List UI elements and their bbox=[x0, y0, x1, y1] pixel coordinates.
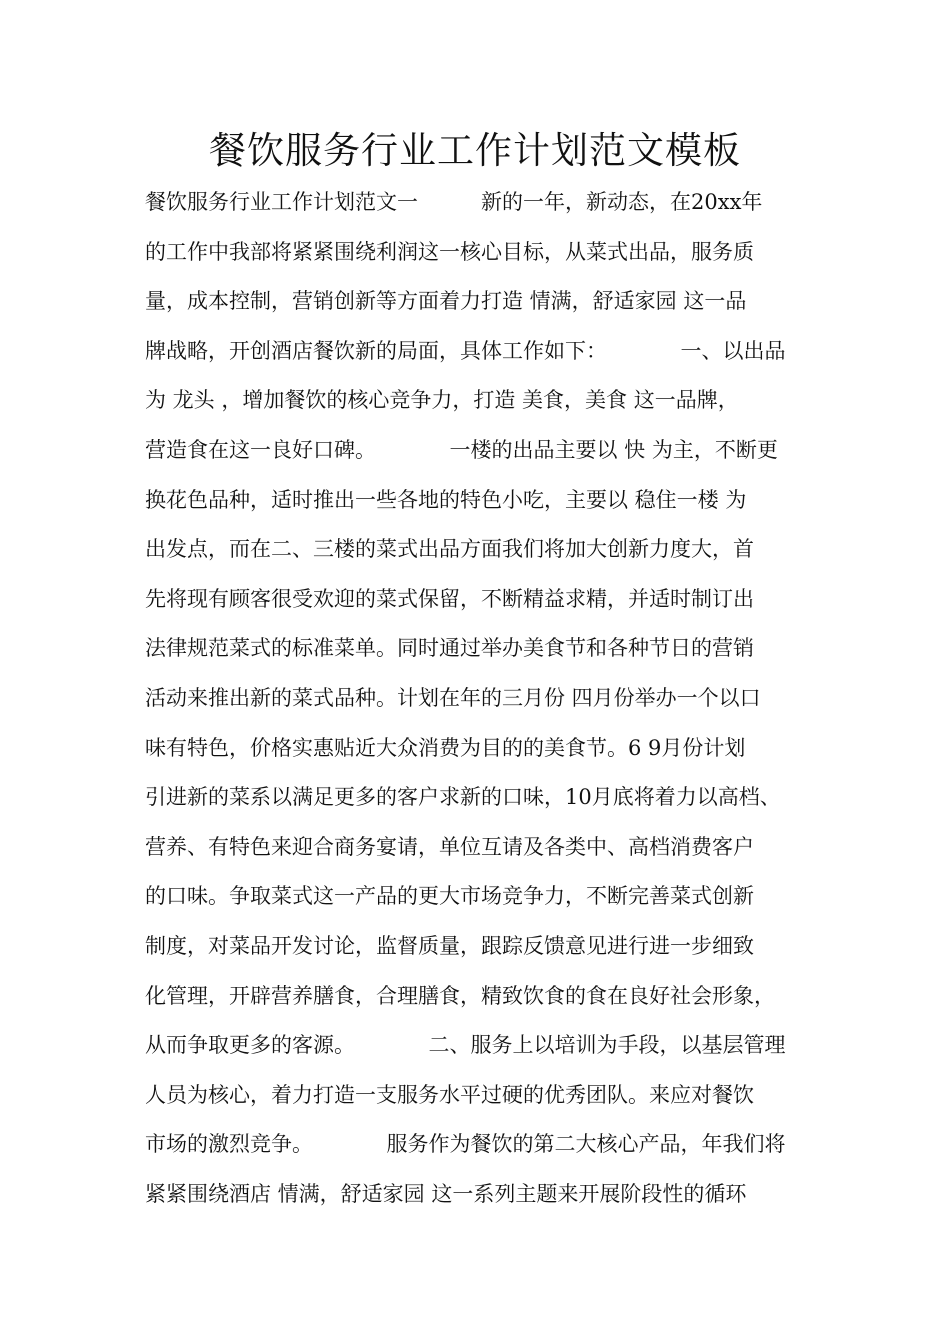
body-line: 化管理，开辟营养膳食，合理膳食，精致饮食的食在良好社会形象， bbox=[145, 983, 775, 1008]
body-line: 出发点，而在二、三楼的菜式出品方面我们将加大创新力度大，首 bbox=[145, 537, 754, 562]
document-title: 餐饮服务行业工作计划范文模板 bbox=[209, 129, 741, 172]
body-line: 先将现有顾客很受欢迎的菜式保留，不断精益求精，并适时制订出 bbox=[145, 586, 754, 611]
body-line: 从而争取更多的客源。 二、服务上以培训为手段，以基层管理 bbox=[145, 1033, 786, 1058]
body-line: 牌战略，开创酒店餐饮新的局面，具体工作如下： 一、以出品 bbox=[145, 338, 786, 363]
body-line: 紧紧围绕酒店 情满，舒适家园 这一系列主题来开展阶段性的循环 bbox=[145, 1181, 747, 1206]
body-line: 味有特色，价格实惠贴近大众消费为目的的美食节。6 9月份计划 bbox=[145, 735, 746, 760]
body-line: 营养、有特色来迎合商务宴请，单位互请及各类中、高档消费客户 bbox=[145, 834, 754, 859]
body-line: 活动来推出新的菜式品种。计划在年的三月份 四月份举办一个以口 bbox=[145, 685, 761, 710]
body-line: 制度，对菜品开发讨论，监督质量，跟踪反馈意见进行进一步细致 bbox=[145, 933, 754, 958]
body-line: 引进新的菜系以满足更多的客户求新的口味，10月底将着力以高档、 bbox=[145, 785, 781, 810]
body-line: 的口味。争取菜式这一产品的更大市场竞争力，不断完善菜式创新 bbox=[145, 884, 754, 909]
body-line: 的工作中我部将紧紧围绕利润这一核心目标，从菜式出品，服务质 bbox=[145, 239, 754, 264]
body-line: 市场的激烈竞争。 服务作为餐饮的第二大核心产品，年我们将 bbox=[145, 1132, 786, 1157]
body-line: 餐饮服务行业工作计划范文一 新的一年，新动态，在20xx年 bbox=[145, 190, 763, 214]
body-line: 为 龙头 ，增加餐饮的核心竞争力，打造 美食，美食 这一品牌， bbox=[145, 388, 739, 413]
document-body bbox=[145, 178, 835, 1219]
body-line: 人员为核心，着力打造一支服务水平过硬的优秀团队。来应对餐饮 bbox=[145, 1082, 754, 1107]
body-line: 量，成本控制，营销创新等方面着力打造 情满，舒适家园 这一品 bbox=[145, 289, 747, 314]
body-line: 换花色品种，适时推出一些各地的特色小吃，主要以 稳住一楼 为 bbox=[145, 487, 747, 512]
body-line: 营造食在这一良好口碑。 一楼的出品主要以 快 为主，不断更 bbox=[145, 437, 778, 462]
body-line: 法律规范菜式的标准菜单。同时通过举办美食节和各种节日的营销 bbox=[145, 636, 754, 661]
